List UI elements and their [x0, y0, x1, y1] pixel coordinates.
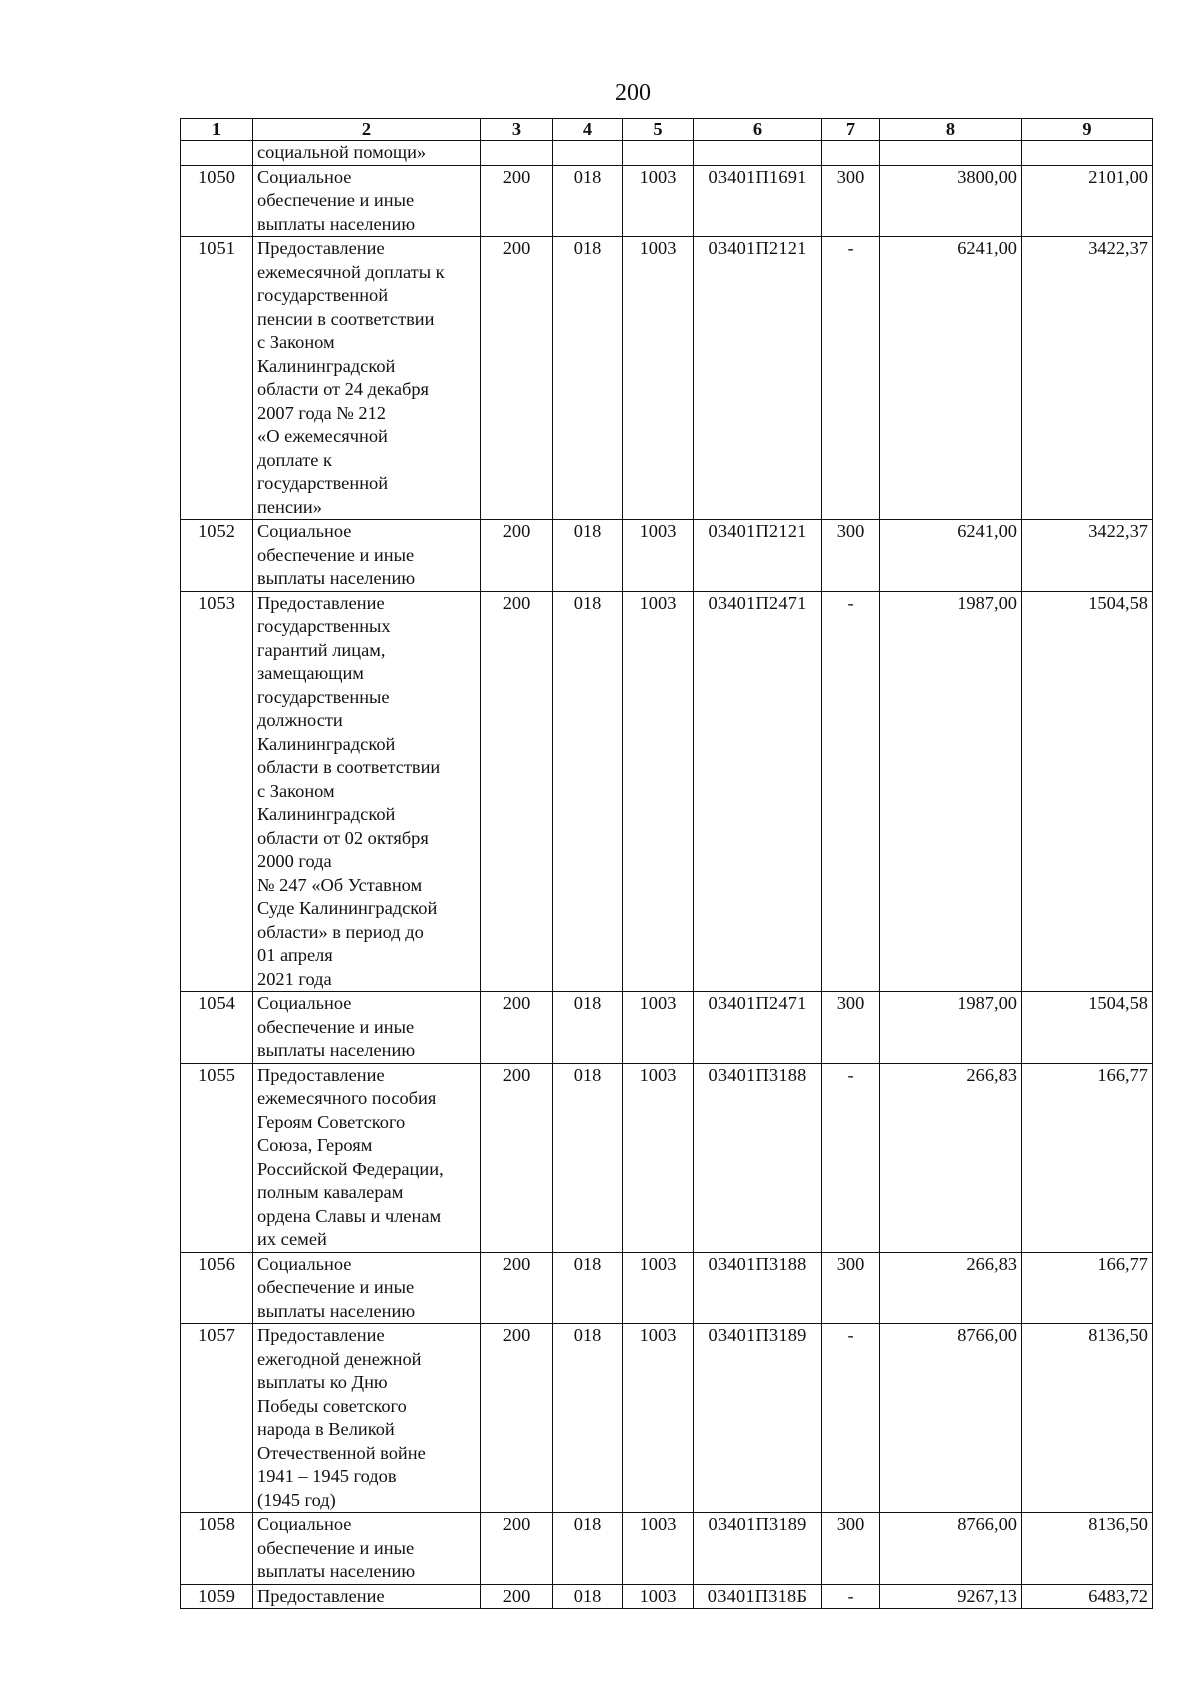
expense-type: 300	[822, 992, 880, 1064]
row-name	[253, 1513, 481, 1585]
row-name	[253, 1584, 481, 1609]
col3-value: 200	[481, 165, 553, 237]
col3-value: 200	[481, 1584, 553, 1609]
amount-col9: 2101,00	[1022, 165, 1153, 237]
row-name-line: области в соответствии	[257, 757, 441, 777]
row-name-line: 2000 года	[257, 851, 332, 871]
col4-value: 018	[553, 992, 623, 1064]
col5-value: 1003	[623, 1063, 694, 1252]
row-name-line: выплаты населению	[257, 1040, 416, 1060]
col3-value: 200	[481, 1513, 553, 1585]
row-name-line: Суде Калининградской	[257, 898, 438, 918]
column-header: 3	[481, 119, 553, 141]
col4-value: 018	[553, 1584, 623, 1609]
row-number: 1057	[181, 1324, 253, 1513]
col4-value: 018	[553, 1252, 623, 1324]
table-body	[181, 141, 1153, 1609]
row-name-line: Победы советского	[257, 1395, 407, 1416]
expense-type: -	[822, 1584, 880, 1609]
table-row	[181, 1324, 1153, 1513]
row-name-line: гарантий лицам,	[257, 639, 386, 660]
amount-col8: 9267,13	[880, 1584, 1022, 1609]
amount-col9: 166,77	[1022, 1252, 1153, 1324]
expense-type: -	[822, 1063, 880, 1252]
budget-table	[180, 118, 1153, 1609]
col3-value: 200	[481, 992, 553, 1064]
col4-value: 018	[553, 165, 623, 237]
column-header: 8	[880, 119, 1022, 141]
col3-value: 200	[481, 1252, 553, 1324]
row-name-line: Социальное	[257, 1253, 352, 1274]
expense-type: -	[822, 237, 880, 520]
expense-type: 300	[822, 1513, 880, 1585]
table-row	[181, 591, 1153, 992]
row-name-line: пенсии в соответствии	[257, 308, 435, 329]
expense-type: -	[822, 1324, 880, 1513]
column-header: 7	[822, 119, 880, 141]
row-name	[253, 237, 481, 520]
row-name-line: Российской Федерации,	[257, 1158, 444, 1179]
page-number: 200	[615, 80, 651, 106]
row-name-line: государственных	[257, 616, 391, 636]
row-name-line: 2021 года	[257, 968, 332, 989]
continuation-row	[181, 141, 1153, 166]
row-name-line: Предоставление	[257, 1064, 385, 1085]
row-number: 1055	[181, 1063, 253, 1252]
col5-value: 1003	[623, 1584, 694, 1609]
row-name-line: обеспечение и иные	[257, 1277, 415, 1297]
col4-value: 018	[553, 591, 623, 992]
row-name-line: с Законом	[257, 780, 335, 801]
row-name-line: доплате к	[257, 449, 332, 470]
row-name-line: государственной	[257, 285, 389, 305]
amount-col9: 1504,58	[1022, 591, 1153, 992]
row-name	[253, 992, 481, 1064]
expense-type: 300	[822, 1252, 880, 1324]
row-name	[253, 165, 481, 237]
col4-value: 018	[553, 1063, 623, 1252]
col5-value: 1003	[623, 237, 694, 520]
row-name-line: должности	[257, 710, 343, 730]
col5-value: 1003	[623, 165, 694, 237]
target-code: 03401П2471	[694, 591, 822, 992]
row-name-line: Предоставление	[257, 592, 385, 613]
row-name-line: Союза, Героям	[257, 1135, 373, 1155]
column-header: 1	[181, 119, 253, 141]
expense-type: -	[822, 591, 880, 992]
target-code: 03401П3189	[694, 1324, 822, 1513]
amount-col9: 1504,58	[1022, 992, 1153, 1064]
target-code: 03401П2471	[694, 992, 822, 1064]
row-name-line: выплаты ко Дню	[257, 1372, 388, 1392]
row-name-line: области от 24 декабря	[257, 379, 429, 399]
row-name-line: народа в Великой	[257, 1419, 395, 1439]
amount-col9: 8136,50	[1022, 1324, 1153, 1513]
row-name-line: области от 02 октября	[257, 827, 429, 848]
amount-col8: 1987,00	[880, 591, 1022, 992]
target-code: 03401П2121	[694, 237, 822, 520]
col4-value: 018	[553, 1324, 623, 1513]
table-row	[181, 992, 1153, 1064]
target-code: 03401П3189	[694, 1513, 822, 1585]
row-name-line: ежемесячной доплаты к	[257, 261, 445, 282]
row-name-line: выплаты населению	[257, 1561, 416, 1581]
row-number: 1056	[181, 1252, 253, 1324]
target-code: 03401П3188	[694, 1063, 822, 1252]
table-row	[181, 165, 1153, 237]
table-row	[181, 1252, 1153, 1324]
amount-col8: 266,83	[880, 1063, 1022, 1252]
amount-col8: 6241,00	[880, 237, 1022, 520]
amount-col9: 8136,50	[1022, 1513, 1153, 1585]
column-header: 5	[623, 119, 694, 141]
column-header: 9	[1022, 119, 1153, 141]
row-name-line: Героям Советского	[257, 1111, 406, 1132]
col5-value: 1003	[623, 1324, 694, 1513]
expense-type: 300	[822, 520, 880, 592]
row-name-line: ордена Славы и членам	[257, 1205, 442, 1226]
col3-value: 200	[481, 1063, 553, 1252]
row-name-line: пенсии»	[257, 496, 322, 517]
continuation-text: социальной помощи»	[253, 141, 481, 166]
row-name-line: Социальное	[257, 166, 352, 187]
amount-col8: 1987,00	[880, 992, 1022, 1064]
col5-value: 1003	[623, 520, 694, 592]
column-header: 4	[553, 119, 623, 141]
amount-col9: 6483,72	[1022, 1584, 1153, 1609]
row-number: 1050	[181, 165, 253, 237]
column-header-row	[181, 119, 1153, 141]
row-name-line: области» в период до	[257, 921, 424, 942]
row-number: 1052	[181, 520, 253, 592]
row-name-line: Социальное	[257, 521, 352, 541]
row-name-line: обеспечение и иные	[257, 544, 415, 565]
row-name-line: «О ежемесячной	[257, 426, 388, 446]
row-name-line: государственные	[257, 686, 390, 707]
table-row	[181, 1513, 1153, 1585]
row-name-line: их семей	[257, 1229, 327, 1249]
row-name-line: Предоставление	[257, 1325, 385, 1345]
amount-col9: 3422,37	[1022, 520, 1153, 592]
target-code: 03401П3188	[694, 1252, 822, 1324]
col3-value: 200	[481, 237, 553, 520]
col5-value: 1003	[623, 992, 694, 1064]
amount-col8: 8766,00	[880, 1324, 1022, 1513]
row-name	[253, 1063, 481, 1252]
table-row	[181, 520, 1153, 592]
col3-value: 200	[481, 1324, 553, 1513]
row-name-line: ежегодной денежной	[257, 1348, 422, 1369]
amount-col8: 3800,00	[880, 165, 1022, 237]
row-name-line: 2007 года № 212	[257, 402, 386, 423]
col4-value: 018	[553, 520, 623, 592]
row-number: 1051	[181, 237, 253, 520]
row-name-line: Калининградской	[257, 733, 396, 754]
row-name-line: Социальное	[257, 993, 352, 1013]
row-number: 1053	[181, 591, 253, 992]
row-number: 1054	[181, 992, 253, 1064]
row-name-line: Калининградской	[257, 355, 396, 376]
amount-col8: 8766,00	[880, 1513, 1022, 1585]
row-name	[253, 591, 481, 992]
row-name-line: 1941 – 1945 годов	[257, 1466, 397, 1486]
amount-col8: 266,83	[880, 1252, 1022, 1324]
row-name-line: № 247 «Об Уставном	[257, 874, 423, 895]
row-name-line: (1945 год)	[257, 1489, 336, 1510]
row-name-line: с Законом	[257, 332, 335, 352]
column-header: 6	[694, 119, 822, 141]
col3-value: 200	[481, 591, 553, 992]
row-name	[253, 520, 481, 592]
expense-type: 300	[822, 165, 880, 237]
table-row	[181, 1584, 1153, 1609]
row-name-line: Отечественной войне	[257, 1442, 426, 1463]
target-code: 03401П318Б	[694, 1584, 822, 1609]
row-name-line: Предоставление	[257, 238, 385, 258]
amount-col9: 166,77	[1022, 1063, 1153, 1252]
row-name-line: обеспечение и иные	[257, 190, 415, 210]
row-name-line: обеспечение и иные	[257, 1537, 415, 1558]
row-number: 1059	[181, 1584, 253, 1609]
row-name-line: замещающим	[257, 663, 364, 683]
column-header: 2	[253, 119, 481, 141]
row-name-line: обеспечение и иные	[257, 1016, 415, 1037]
table-row	[181, 1063, 1153, 1252]
row-name-line: Предоставление	[257, 1585, 385, 1606]
col4-value: 018	[553, 1513, 623, 1585]
col5-value: 1003	[623, 1252, 694, 1324]
col5-value: 1003	[623, 1513, 694, 1585]
row-number: 1058	[181, 1513, 253, 1585]
target-code: 03401П1691	[694, 165, 822, 237]
col4-value: 018	[553, 237, 623, 520]
amount-col8: 6241,00	[880, 520, 1022, 592]
row-name-line: выплаты населению	[257, 1300, 416, 1321]
row-name-line: выплаты населению	[257, 213, 416, 234]
row-name-line: государственной	[257, 473, 389, 493]
row-name-line: ежемесячного пособия	[257, 1088, 437, 1108]
row-name-line: полным кавалерам	[257, 1182, 404, 1202]
row-name-line: Социальное	[257, 1514, 352, 1534]
row-name-line: Калининградской	[257, 804, 396, 824]
table-row	[181, 237, 1153, 520]
row-name	[253, 1324, 481, 1513]
col3-value: 200	[481, 520, 553, 592]
target-code: 03401П2121	[694, 520, 822, 592]
amount-col9: 3422,37	[1022, 237, 1153, 520]
row-name-line: 01 апреля	[257, 945, 333, 965]
col5-value: 1003	[623, 591, 694, 992]
row-name	[253, 1252, 481, 1324]
row-name-line: выплаты населению	[257, 568, 416, 588]
